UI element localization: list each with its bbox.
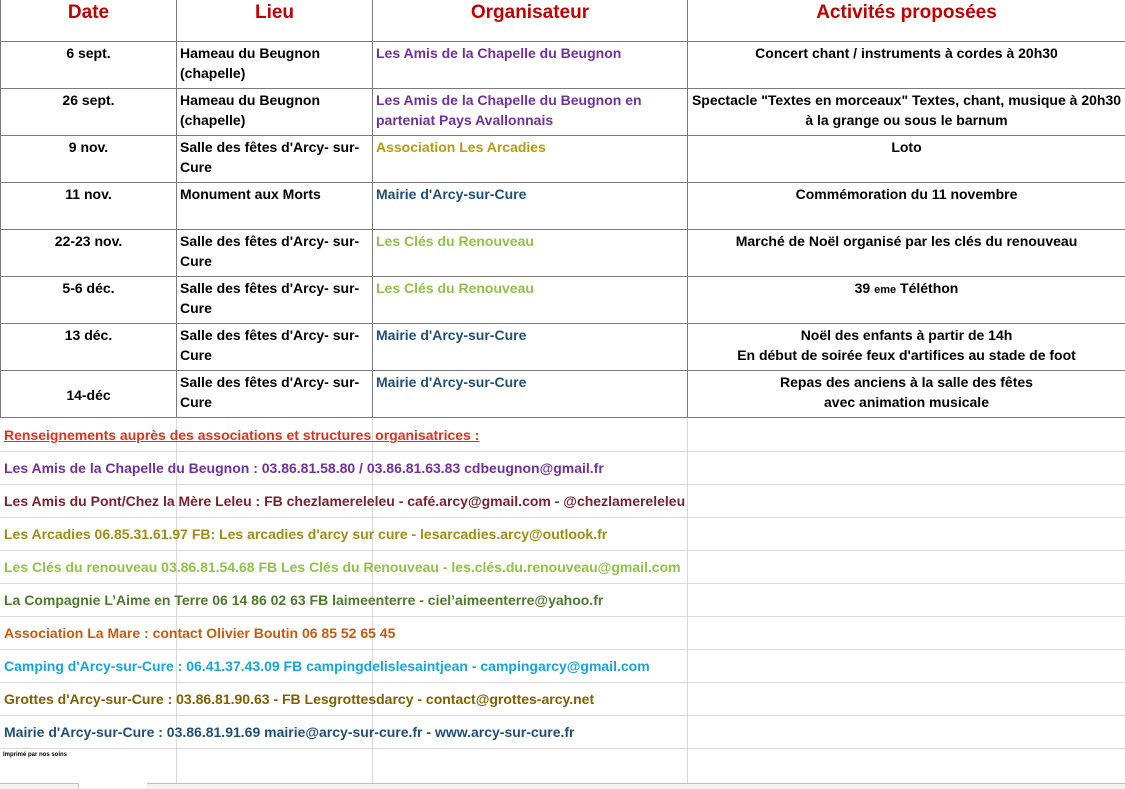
- telethon-number: 39: [855, 280, 871, 296]
- event-date: 14-déc: [1, 371, 177, 418]
- event-organisateur: Mairie d'Arcy-sur-Cure: [373, 183, 688, 230]
- contact-line: Les Amis du Pont/Chez la Mère Leleu : FB chezlamereleleu - café.arcy@gmail.com - @chezlamereleleu: [0, 485, 1125, 518]
- event-activite-line2: avec animation musicale: [691, 392, 1122, 412]
- event-lieu: Monument aux Morts: [177, 183, 373, 230]
- event-date: 26 sept.: [1, 89, 177, 136]
- info-heading: Renseignements auprès des associations et structures organisatrices :: [0, 419, 1125, 452]
- event-lieu: Salle des fêtes d'Arcy- sur-Cure: [177, 136, 373, 183]
- event-lieu: Hameau du Beugnon (chapelle): [177, 42, 373, 89]
- event-lieu: Salle des fêtes d'Arcy- sur-Cure: [177, 324, 373, 371]
- event-activite-line1: Repas des anciens à la salle des fêtes: [691, 372, 1122, 392]
- sheet-tab[interactable]: [78, 783, 147, 788]
- table-row: [1, 42, 1125, 89]
- table-row: [1, 136, 1125, 183]
- contact-line: Camping d'Arcy-sur-Cure : 06.41.37.43.09 FB campingdelislesaintjean - campingarcy@gmail.com: [0, 650, 1125, 683]
- telethon-ordinal: eme: [874, 284, 896, 296]
- event-organisateur: Les Clés du Renouveau: [373, 277, 688, 324]
- contact-line: Les Amis de la Chapelle du Beugnon : 03.86.81.58.80 / 03.86.81.63.83 cdbeugnon@gmail.fr: [0, 452, 1125, 485]
- contacts-section: [0, 419, 1125, 749]
- table-row: [1, 230, 1125, 277]
- table-row: [1, 89, 1125, 136]
- event-activite: [688, 324, 1125, 371]
- event-lieu: Salle des fêtes d'Arcy- sur-Cure: [177, 277, 373, 324]
- event-organisateur: Les Clés du Renouveau: [373, 230, 688, 277]
- table-row: [1, 324, 1125, 371]
- event-organisateur: Les Amis de la Chapelle du Beugnon en parteniat Pays Avallonnais: [373, 89, 688, 136]
- contact-line: Les Arcadies 06.85.31.61.97 FB: Les arcadies d'arcy sur cure - lesarcadies.arcy@outlook.fr: [0, 518, 1125, 551]
- event-date: 22-23 nov.: [1, 230, 177, 277]
- event-lieu: Salle des fêtes d'Arcy- sur-Cure: [177, 230, 373, 277]
- header-lieu: Lieu: [177, 0, 373, 42]
- header-date: Date: [1, 0, 177, 42]
- contact-line: La Compagnie L’Aime en Terre 06 14 86 02 63 FB laimeenterre - ciel’aimeenterre@yahoo.fr: [0, 584, 1125, 617]
- event-activite: Spectacle "Textes en morceaux" Textes, chant, musique à 20h30 à la grange ou sous le barnum: [688, 89, 1125, 136]
- footer-note: Imprimé par nos soins: [3, 752, 67, 758]
- header-activites: Activités proposées: [688, 0, 1125, 42]
- event-date: 9 nov.: [1, 136, 177, 183]
- event-activite: Loto: [688, 136, 1125, 183]
- event-activite-line2: En début de soirée feux d'artifices au stade de foot: [691, 345, 1122, 365]
- contact-line: Association La Mare : contact Olivier Boutin 06 85 52 65 45: [0, 617, 1125, 650]
- table-row: [1, 277, 1125, 324]
- contact-line: Mairie d'Arcy-sur-Cure : 03.86.81.91.69 mairie@arcy-sur-cure.fr - www.arcy-sur-cure.fr: [0, 716, 1125, 749]
- event-organisateur: Mairie d'Arcy-sur-Cure: [373, 371, 688, 418]
- event-date: 13 déc.: [1, 324, 177, 371]
- event-activite: Concert chant / instruments à cordes à 20h30: [688, 42, 1125, 89]
- table-row: [1, 183, 1125, 230]
- header-row: [1, 0, 1125, 42]
- telethon-label: Téléthon: [900, 280, 958, 296]
- event-organisateur: Les Amis de la Chapelle du Beugnon: [373, 42, 688, 89]
- event-activite: Commémoration du 11 novembre: [688, 183, 1125, 230]
- contact-line: Les Clés du renouveau 03.86.81.54.68 FB Les Clés du Renouveau - les.clés.du.renouveau@gmail.com: [0, 551, 1125, 584]
- event-activite: Marché de Noël organisé par les clés du renouveau: [688, 230, 1125, 277]
- event-date: 6 sept.: [1, 42, 177, 89]
- event-activite: [688, 371, 1125, 418]
- event-activite: [688, 277, 1125, 324]
- event-lieu: Salle des fêtes d'Arcy- sur-Cure: [177, 371, 373, 418]
- event-organisateur: Mairie d'Arcy-sur-Cure: [373, 324, 688, 371]
- event-activite-line1: Noël des enfants à partir de 14h: [691, 325, 1122, 345]
- event-organisateur: Association Les Arcadies: [373, 136, 688, 183]
- table-row: [1, 371, 1125, 418]
- event-lieu: Hameau du Beugnon (chapelle): [177, 89, 373, 136]
- header-organisateur: Organisateur: [373, 0, 688, 42]
- contact-line: Grottes d'Arcy-sur-Cure : 03.86.81.90.63 - FB Lesgrottesdarcy - contact@grottes-arcy.net: [0, 683, 1125, 716]
- event-date: 11 nov.: [1, 183, 177, 230]
- sheet-tab-bar: [0, 783, 1125, 789]
- event-date: 5-6 déc.: [1, 277, 177, 324]
